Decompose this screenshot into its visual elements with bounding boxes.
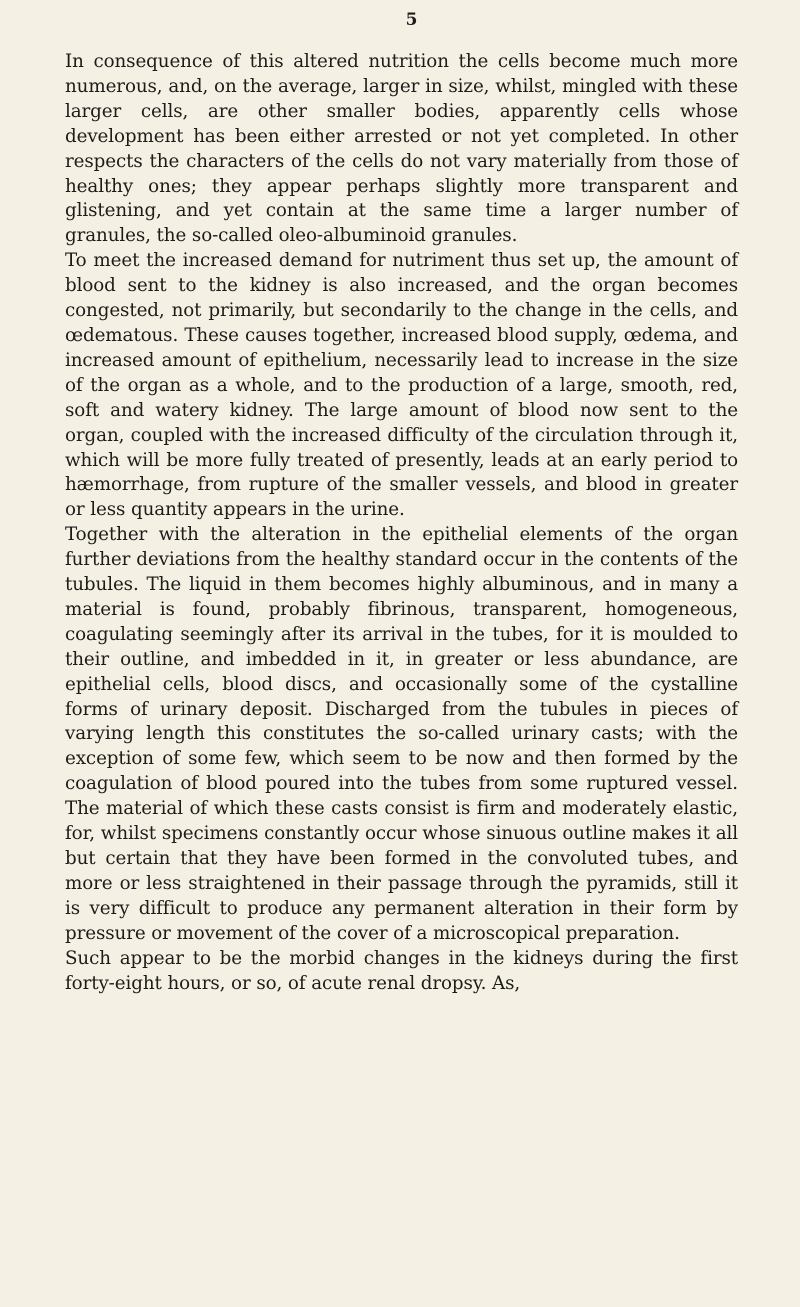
paragraph: Together with the alteration in the epithelial elements of the organ further deviations from the healthy standard occur in the contents of the tubules. The liquid in them becomes highly albuminous, and in many a material is found, probably fibrinous, transparent, homogeneous, coagulating seemingly after its arrival in the tubes, for it is moulded to their outline, and imbedded in it, in greater or less abundance, are epithelial cells, blood discs, and occasionally some of the cystalline forms of urinary deposit. Discharged from the tubules in pieces of varying length this constitutes the so-called urinary casts; with the exception of some few, which seem to be now and then formed by the coagulation of blood poured into the tubes from some ruptured vessel. The material of which these casts consist is firm and moderately elastic, for, whilst specimens constantly occur whose sinuous outline makes it all but certain that they have been formed in the convoluted tubes, and more or less straightened in their passage through the pyramids, still it is very difficult to produce any permanent alteration in their form by pressure or movement of the cover of a microscopical preparation. [65, 524, 738, 944]
body-text [65, 50, 738, 996]
paragraph: In consequence of this altered nutrition the cells become much more numerous, and, on the average, larger in size, whilst, mingled with these larger cells, are other smaller bodies, apparently cells whose development has been either arrested or not yet completed. In other respects the characters of the cells do not vary materially from those of healthy ones; they appear perhaps slightly more transparent and glistening, and yet contain at the same time a larger number of granules, the so-called oleo-albuminoid granules. [65, 51, 738, 247]
paragraph: To meet the increased demand for nutriment thus set up, the amount of blood sent to the kidney is also increased, and the organ becomes congested, not primarily, but secondarily to the change in the cells, and œdematous. These causes together, increased blood supply, œdema, and increased amount of epithelium, necessarily lead to increase in the size of the organ as a whole, and to the production of a large, smooth, red, soft and watery kidney. The large amount of blood now sent to the organ, coupled with the increased difficulty of the circulation through it, which will be more fully treated of presently, leads at an early period to hæmorrhage, from rupture of the smaller vessels, and blood in greater or less quantity appears in the urine. [65, 250, 738, 521]
paragraph: Such appear to be the morbid changes in the kidneys during the first forty-eight hours, or so, of acute renal dropsy. As, [65, 947, 738, 994]
page-number: 5 [405, 10, 418, 30]
